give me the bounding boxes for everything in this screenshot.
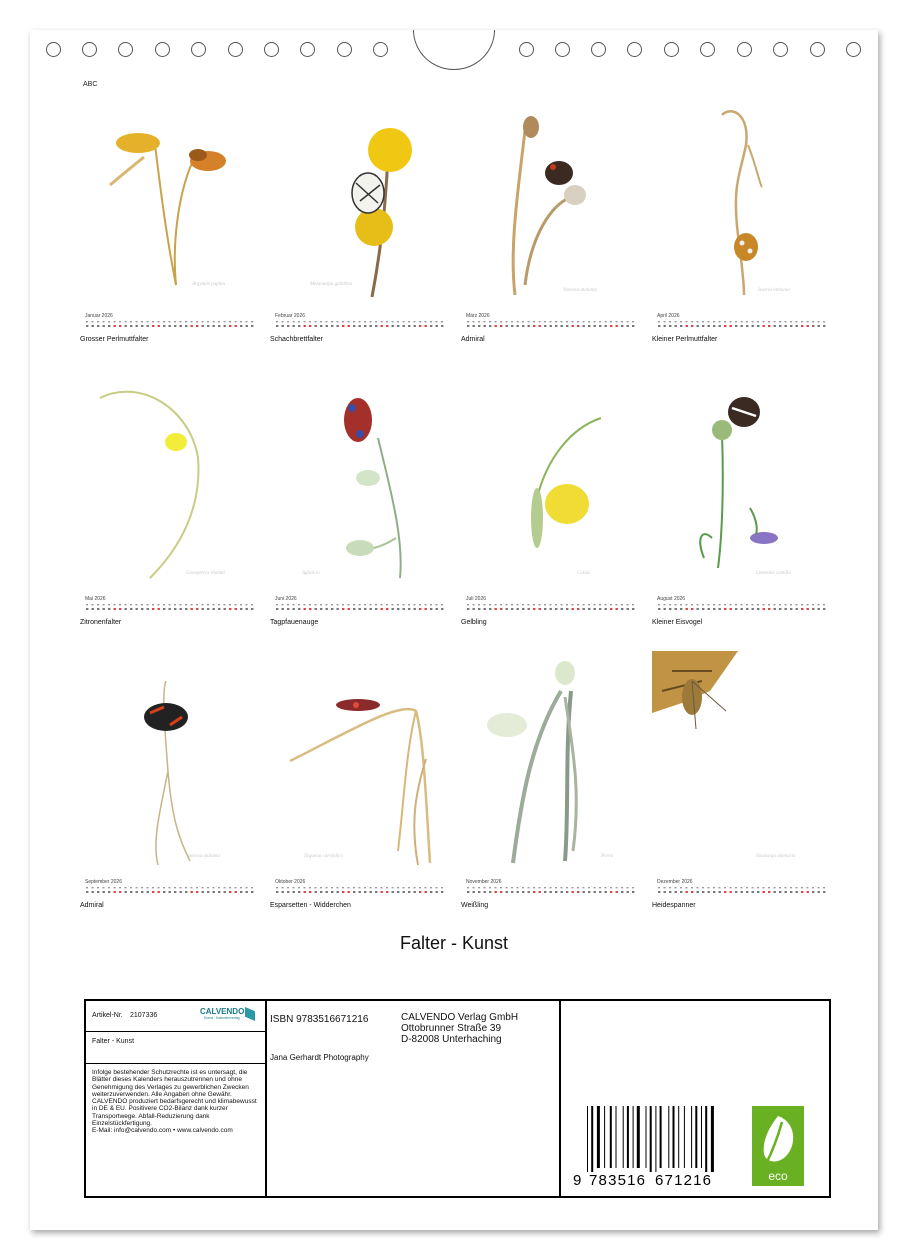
month-panel	[80, 651, 260, 911]
butterfly-artwork	[461, 368, 641, 588]
month-label: Januar 2026	[85, 313, 113, 319]
month-panel	[461, 368, 641, 628]
brand-logo: CALVENDO	[200, 1007, 245, 1016]
publisher-name: CALVENDO Verlag GmbH	[401, 1012, 519, 1023]
calendar-title: Falter - Kunst	[399, 933, 509, 953]
month-panel	[270, 651, 450, 911]
species-name: Zitronenfalter	[80, 619, 122, 626]
day-strip	[466, 604, 638, 612]
day-strip	[85, 321, 257, 329]
day-strip	[657, 604, 829, 612]
artwork-caption: Argynnis paphia	[192, 282, 226, 287]
species-name: Admiral	[80, 902, 104, 909]
butterfly-artwork	[652, 85, 832, 305]
eco-badge	[752, 1106, 804, 1186]
day-strip	[275, 887, 447, 895]
day-strip	[275, 321, 447, 329]
day-strip	[657, 321, 829, 329]
species-name: Kleiner Eisvogel	[652, 619, 703, 626]
species-name: Heidespanner	[652, 902, 696, 909]
species-name: Schachbrettfalter	[270, 336, 323, 343]
butterfly-artwork	[652, 368, 832, 588]
brand-subline: Kunst · Kalenderverlag	[204, 1016, 240, 1020]
month-panel	[80, 85, 260, 345]
month-label: Juni 2026	[275, 596, 297, 602]
species-name: Gelbling	[461, 619, 487, 626]
artwork-caption: Aglais io	[302, 571, 320, 576]
artwork-caption: Melanargia galathea	[310, 282, 353, 287]
month-label: November 2026	[466, 879, 502, 885]
species-name: Weißling	[461, 902, 489, 909]
artwork-caption: Vanessa atalanta	[563, 288, 598, 293]
author: Jana Gerhardt Photography	[270, 1053, 369, 1062]
isbn-barcode	[573, 1106, 719, 1186]
barcode-digits-2: 783516	[589, 1172, 645, 1186]
species-name: Grosser Perlmuttfalter	[80, 336, 149, 343]
artwork-caption: Vanessa atalanta	[186, 854, 221, 859]
butterfly-artwork	[270, 651, 450, 871]
binding-ring	[700, 42, 715, 57]
binding-ring	[664, 42, 679, 57]
binding-ring	[591, 42, 606, 57]
binding-ring	[118, 42, 133, 57]
month-panel	[461, 85, 641, 345]
product-title: Falter - Kunst	[92, 1038, 135, 1045]
footer-rule	[86, 1031, 265, 1032]
binding-ring	[82, 42, 97, 57]
article-label: Artikel-Nr.	[92, 1012, 123, 1019]
month-panel	[270, 368, 450, 628]
publisher-street: Ottobrunner Straße 39	[401, 1023, 502, 1034]
butterfly-artwork	[80, 85, 260, 305]
month-panel	[80, 368, 260, 628]
publisher-city: D-82008 Unterhaching	[401, 1034, 502, 1045]
month-panel	[652, 85, 832, 345]
header-abc: ABC	[83, 81, 98, 88]
month-label: Mai 2026	[85, 596, 106, 602]
contact-line: E-Mail: info@calvendo.com • www.calvendo.com	[92, 1127, 233, 1135]
binding-ring	[627, 42, 642, 57]
footer-rule	[86, 1063, 265, 1064]
binding-ring	[155, 42, 170, 57]
butterfly-artwork	[270, 368, 450, 588]
month-label: April 2026	[657, 313, 680, 319]
isbn: ISBN 9783516671216	[270, 1014, 369, 1025]
binding-ring	[846, 42, 861, 57]
species-name: Esparsetten - Widderchen	[270, 902, 351, 909]
legal-notice	[92, 1069, 257, 1135]
binding-ring	[46, 42, 61, 57]
month-label: März 2026	[466, 313, 490, 319]
month-label: August 2026	[657, 596, 686, 602]
artwork-caption: Pieris	[601, 854, 613, 859]
binding-ring	[773, 42, 788, 57]
month-panel	[461, 651, 641, 911]
butterfly-artwork	[652, 651, 832, 871]
butterfly-artwork	[461, 651, 641, 871]
artwork-caption: Ematurga atomaria	[756, 854, 796, 859]
day-strip	[466, 321, 638, 329]
binding-ring	[264, 42, 279, 57]
barcode-digit-1: 9	[573, 1172, 582, 1186]
species-name: Kleiner Perlmuttfalter	[652, 336, 718, 343]
binding-ring	[300, 42, 315, 57]
day-strip	[657, 887, 829, 895]
artwork-caption: Issoria lathonia	[758, 288, 790, 293]
month-panel	[652, 651, 832, 911]
month-label: September 2026	[85, 879, 122, 885]
legal-text: Infolge bestehender Schutzrechte ist es untersagt, die Blätter dieses Kalenders herauszutrennen und ohne Genehmigung des Verlages zu gewerblichen Zwecken weiterzuverwenden. Alle Angaben ohne Gewähr. CALVENDO produziert bedarfsgerecht und klimabewusst in DE & EU. Positivere CO2-Bilanz dank kurzer Transportwege. Abfall-Reduzierung dank Einzelstückfertigung.	[92, 1069, 257, 1128]
butterfly-artwork	[80, 651, 260, 871]
artwork-caption: Limenitis camilla	[756, 571, 791, 576]
species-name: Admiral	[461, 336, 485, 343]
eco-label: eco	[768, 1169, 788, 1183]
binding-ring	[337, 42, 352, 57]
month-panel	[652, 368, 832, 628]
footer-divider	[265, 1001, 267, 1196]
artwork-caption: Zygaena carniolica	[304, 854, 344, 859]
day-strip	[466, 887, 638, 895]
butterfly-artwork	[461, 85, 641, 305]
barcode-digits-3: 671216	[655, 1172, 711, 1186]
footer-divider	[559, 1001, 561, 1196]
brand-mark-icon	[245, 1007, 255, 1021]
binding-ring	[555, 42, 570, 57]
species-name: Tagpfauenauge	[270, 619, 319, 626]
month-label: Juli 2026	[466, 596, 487, 602]
month-panel	[270, 85, 450, 345]
month-label: Dezember 2026	[657, 879, 693, 885]
binding-ring	[810, 42, 825, 57]
day-strip	[85, 887, 257, 895]
day-strip	[85, 604, 257, 612]
article-number: 2107336	[130, 1012, 158, 1019]
artwork-caption: Colias	[577, 571, 591, 576]
binding-ring	[373, 42, 388, 57]
butterfly-artwork	[270, 85, 450, 305]
artwork-caption: Gonepteryx rhamni	[186, 571, 225, 576]
binding-ring	[228, 42, 243, 57]
binding-ring	[191, 42, 206, 57]
day-strip	[275, 604, 447, 612]
month-label: Februar 2026	[275, 313, 306, 319]
binding-ring	[737, 42, 752, 57]
butterfly-artwork	[80, 368, 260, 588]
binding-ring	[519, 42, 534, 57]
month-label: Oktober 2026	[275, 879, 306, 885]
